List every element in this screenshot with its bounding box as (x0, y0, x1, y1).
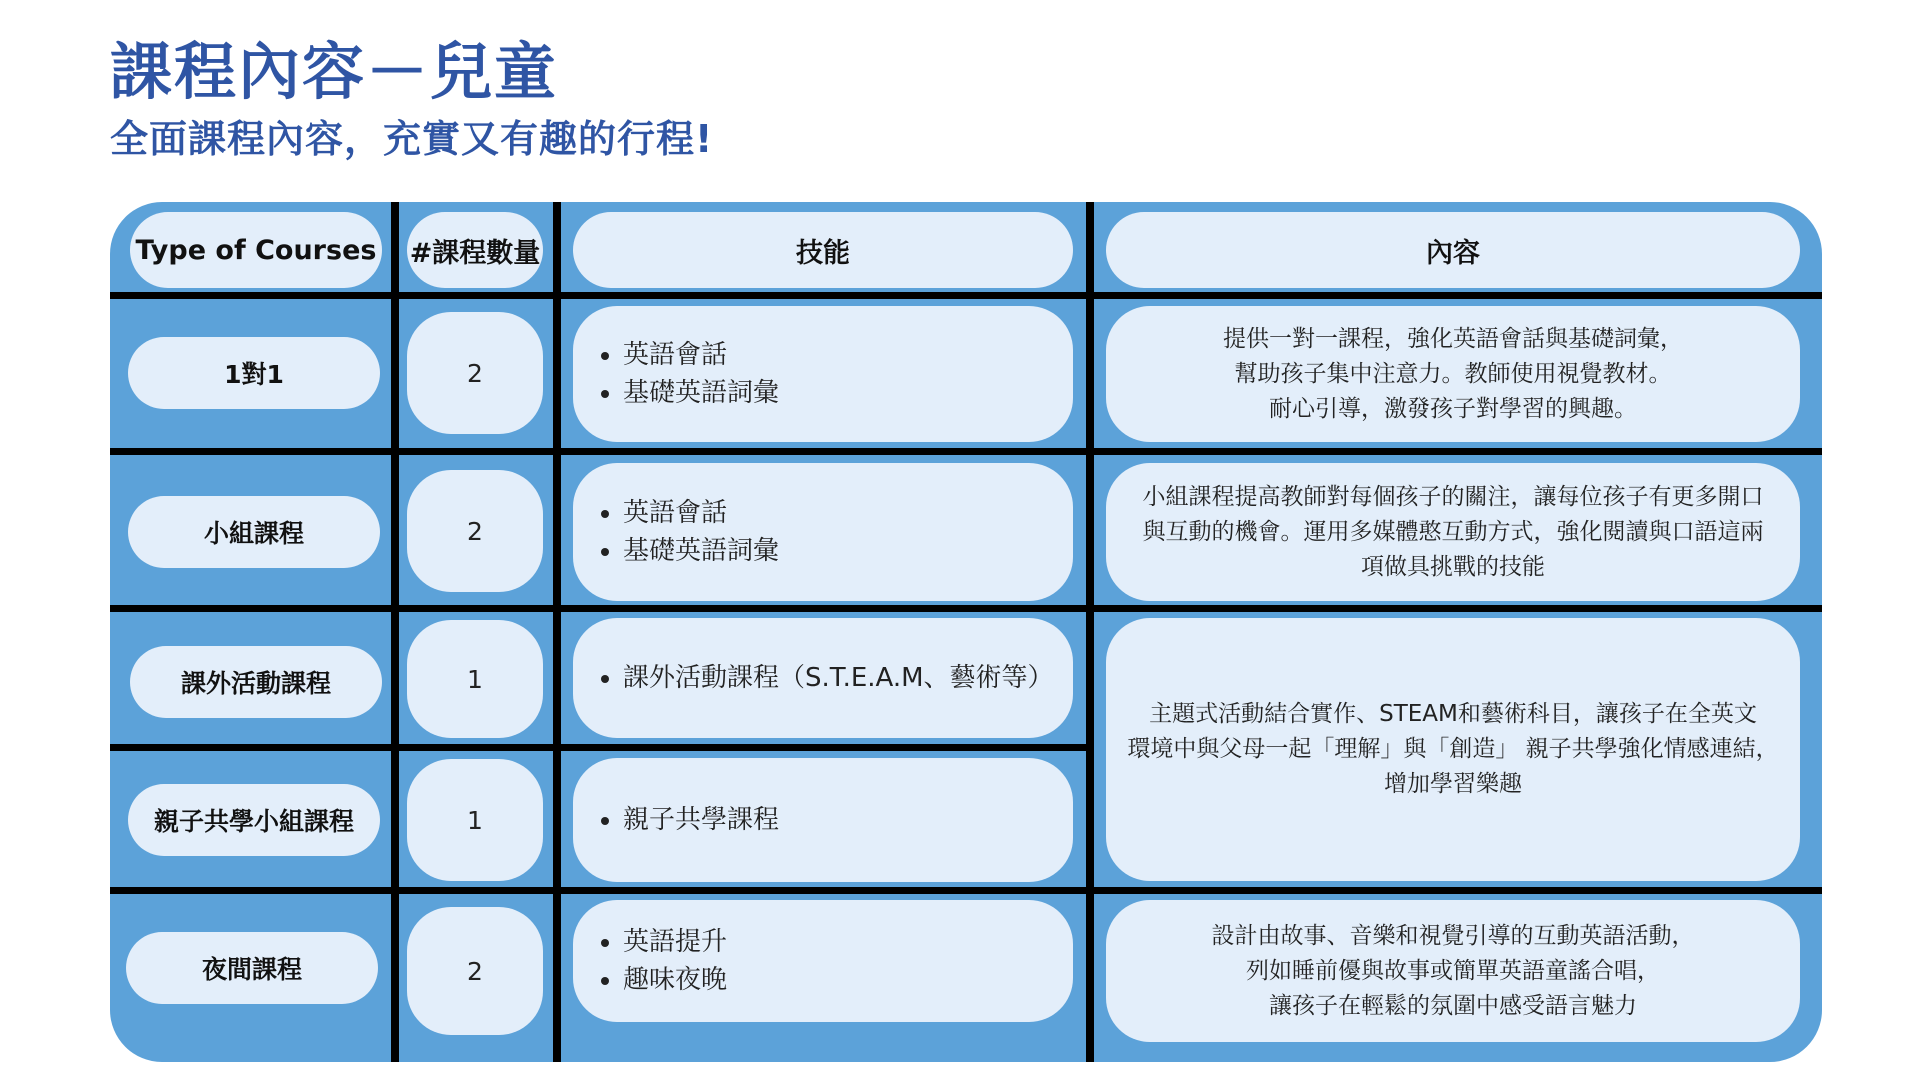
content-line: 與互動的機會。運用多媒體憨互動方式，強化閱讀與口語這兩 (1142, 518, 1764, 545)
content-line: 小組課程提高教師對每個孩子的關注，讓每位孩子有更多開口 (1142, 483, 1764, 510)
page-title: 課程內容－兒童 (110, 35, 559, 108)
content-line: 讓孩子在輕鬆的氛圍中感受語言魅力 (1269, 992, 1637, 1019)
row-divider (110, 744, 1086, 751)
content-cell (1106, 306, 1800, 442)
skills-cell (573, 463, 1073, 601)
row-divider (110, 448, 1822, 455)
content-line: 提供一對一課程，強化英語會話與基礎詞彙， (1223, 325, 1683, 352)
content-line: 環境中與父母一起「理解」與「創造」 親子共學強化情感連結， (1127, 736, 1779, 762)
course-name: 1對1 (128, 337, 380, 409)
course-count: 1 (407, 759, 543, 881)
header-skills: 技能 (573, 212, 1073, 288)
skill-item: • 趣味夜晚 (623, 961, 727, 999)
header-course-count: #課程數量 (407, 212, 543, 288)
header-type-of-courses: Type of Courses (130, 212, 382, 288)
skills-cell (573, 900, 1073, 1022)
content-cell (1106, 618, 1800, 881)
content-line: 項做具挑戰的技能 (1361, 553, 1545, 580)
skill-item: • 英語會話 (623, 336, 779, 374)
course-name: 親子共學小組課程 (128, 784, 380, 856)
skill-item: • 基礎英語詞彙 (623, 374, 779, 412)
content-line: 增加學習樂趣 (1384, 771, 1522, 797)
row-divider (110, 292, 1822, 299)
content-line: 設計由故事、音樂和視覺引導的互動英語活動， (1211, 922, 1695, 949)
row-divider (110, 605, 1822, 612)
content-line: 列如睡前優與故事或簡單英語童謠合唱， (1246, 957, 1660, 984)
course-count: 2 (407, 907, 543, 1035)
skills-cell (573, 618, 1073, 738)
course-count: 2 (407, 312, 543, 434)
column-divider (553, 202, 561, 1062)
course-name: 小組課程 (128, 496, 380, 568)
skills-cell (573, 306, 1073, 442)
course-name: 課外活動課程 (130, 646, 382, 718)
content-line: 耐心引導，激發孩子對學習的興趣。 (1269, 395, 1637, 422)
skill-item: • 親子共學課程 (623, 801, 779, 839)
skills-cell (573, 758, 1073, 882)
header-content: 內容 (1106, 212, 1800, 288)
course-table (110, 202, 1822, 1062)
course-name: 夜間課程 (126, 932, 378, 1004)
course-count: 2 (407, 470, 543, 592)
skill-item: • 英語提升 (623, 923, 727, 961)
course-count: 1 (407, 620, 543, 738)
skill-item: • 英語會話 (623, 494, 779, 532)
column-divider (391, 202, 399, 1062)
page-subtitle: 全面課程內容，充實又有趣的行程! (110, 117, 714, 161)
content-line: 幫助孩子集中注意力。教師使用視覺教材。 (1234, 360, 1672, 387)
skill-item: • 課外活動課程（S.T.E.A.M、藝術等） (623, 659, 1054, 697)
content-cell (1106, 463, 1800, 601)
row-divider (110, 887, 1822, 894)
skill-item: • 基礎英語詞彙 (623, 532, 779, 570)
column-divider (1086, 202, 1094, 1062)
content-cell (1106, 900, 1800, 1042)
content-line: 主題式活動結合實作、STEAM和藝術科目，讓孩子在全英文 (1149, 701, 1757, 727)
